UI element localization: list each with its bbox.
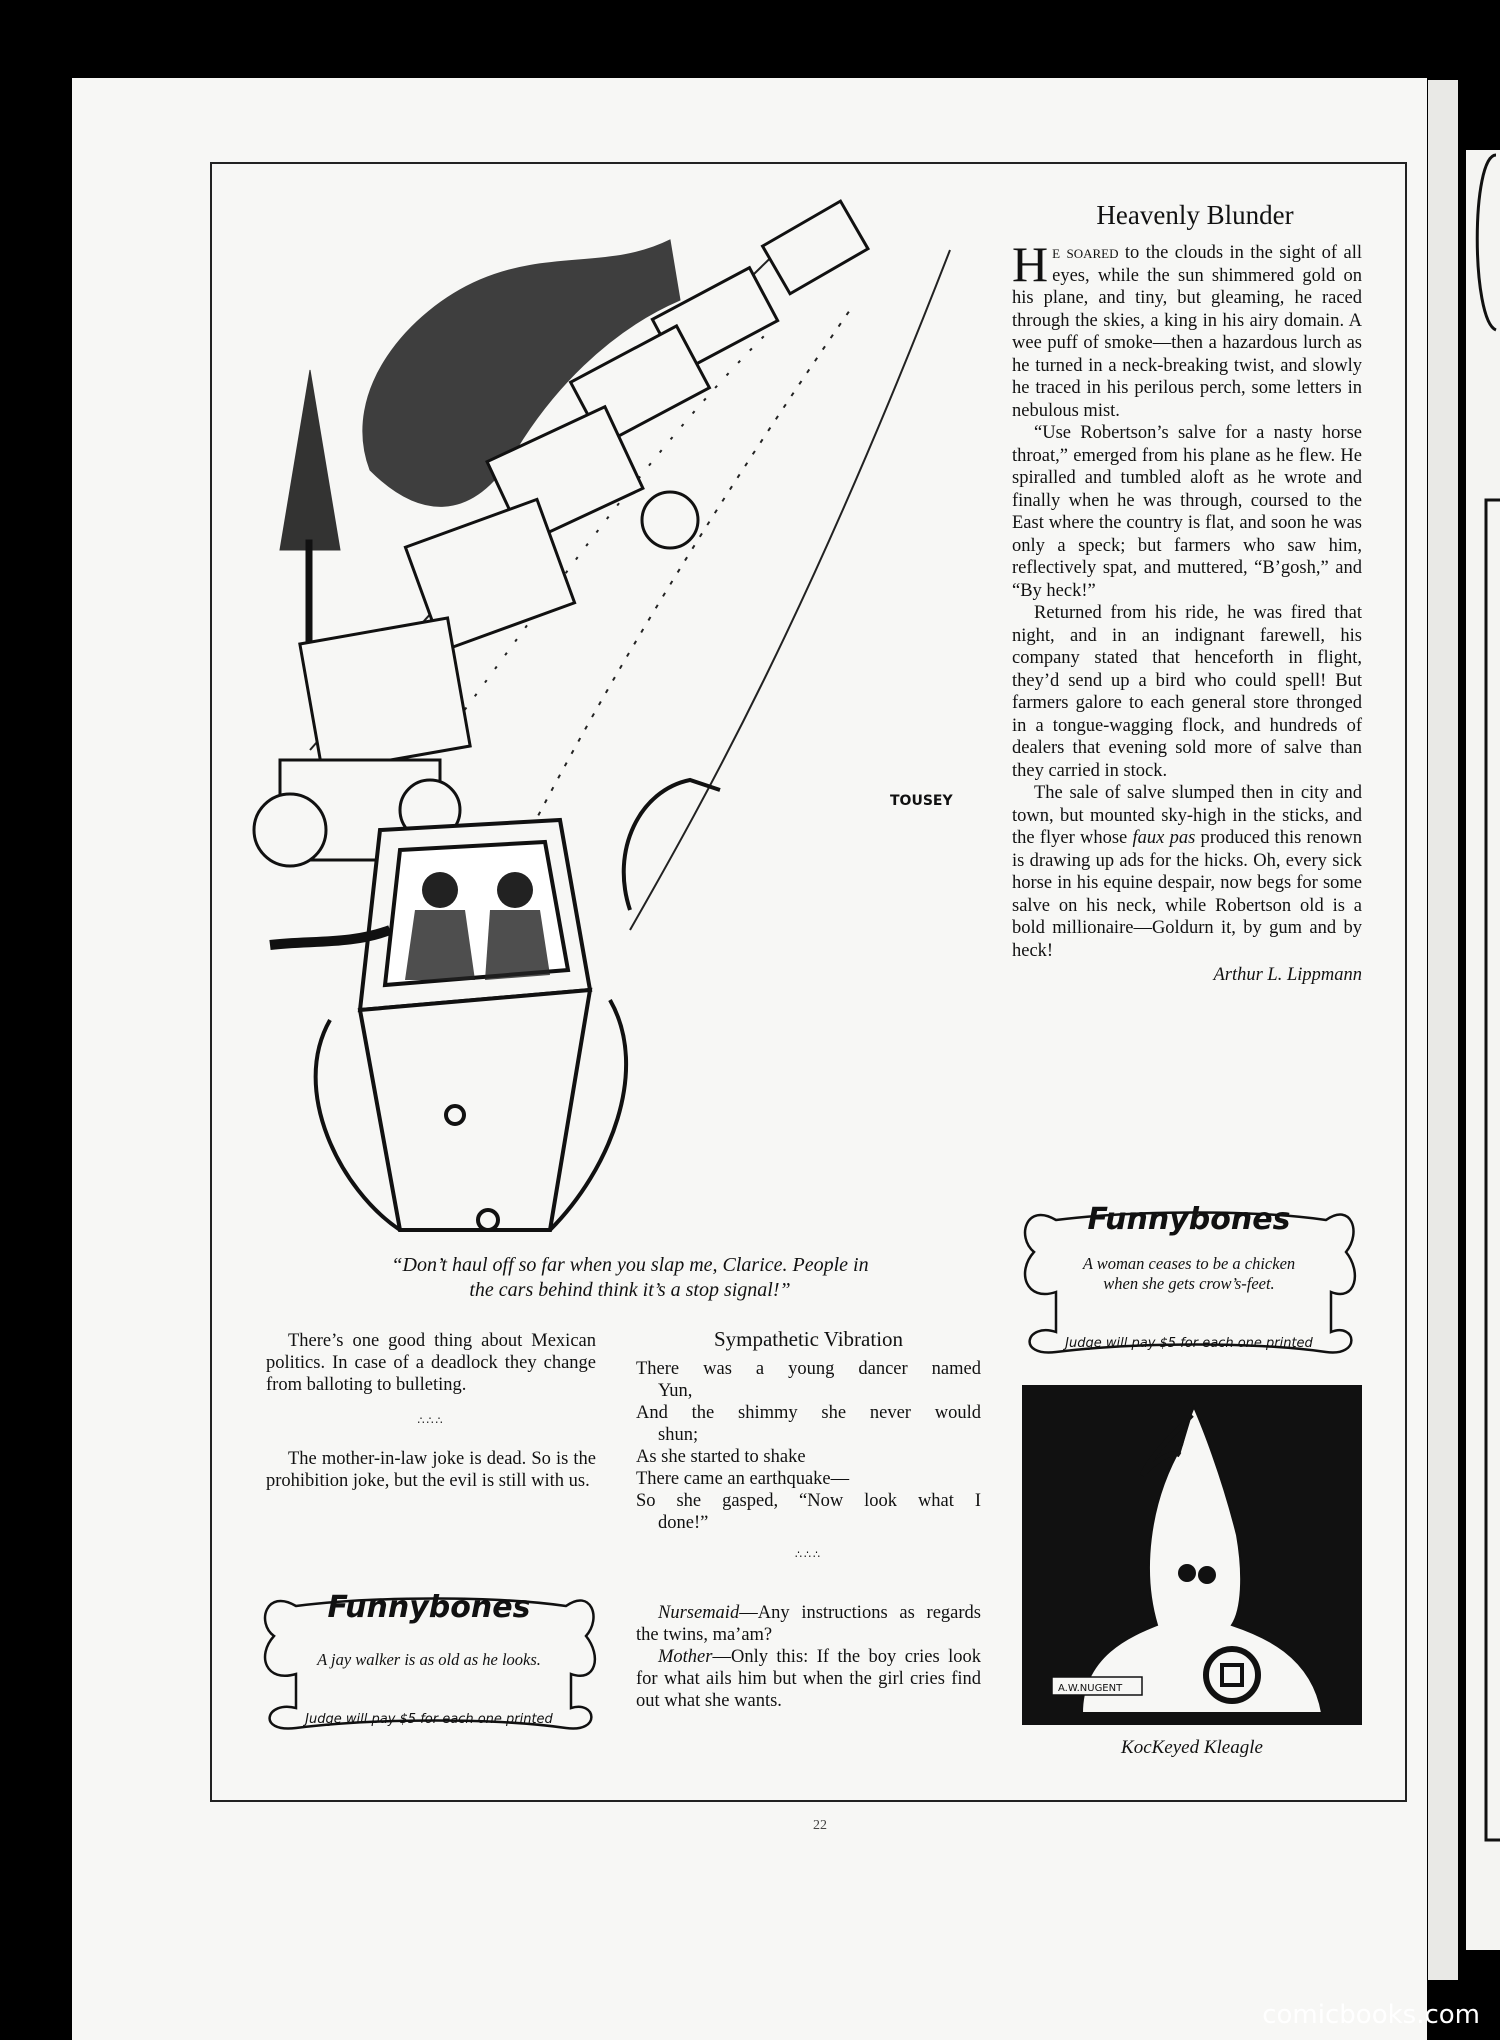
poem-line: There came an earthquake—: [636, 1469, 850, 1489]
page-number: 22: [813, 1818, 827, 1833]
limerick: [636, 1358, 981, 1534]
article-paragraph-3: Returned from his ride, he was fired that night, and in an indignant farewell, his company stated that henceforth in flight, they’d send up a bird who could spell! But farmers galore to each general store thronged in a tongue-wagging flock, and hundreds of dealers that evening sold more of salve than they carried in stock.: [1012, 603, 1362, 781]
poem-line: There was a young dancer named: [636, 1359, 981, 1379]
dialog-line-2-text: —Only this: If the boy cries look for what ails him but when the girl cries find out what she wants.: [636, 1647, 981, 1711]
lead-smallcaps: e soared: [1052, 243, 1119, 263]
funnybones-footer-1: Judge will pay $5 for each one printed: [1065, 1336, 1313, 1351]
cartoonist-signature: TOUSEY: [890, 793, 953, 809]
poem-line: done!”: [658, 1513, 709, 1533]
paragraph-4-italic: faux pas: [1132, 828, 1196, 848]
article-body: [1012, 236, 1362, 987]
funnybones-joke-2: A jay walker is as old as he looks.: [317, 1650, 541, 1669]
article-paragraph-1: [1012, 236, 1362, 422]
article-byline: Arthur L. Lippmann: [1213, 965, 1362, 985]
traffic-cartoon-illustration: [250, 190, 990, 1240]
adjacent-page-edge: [1466, 150, 1500, 1950]
paragraph-1-text: to the clouds in the sight of all eyes, while the sun shimmered gold on his plane, and tiny, but gleaming, he raced through the skies, a king in his airy domain. A wee puff of smoke—then a hazardous lurch as he turned in a neck-breaking twist, and slowly he traced in his perilous perch, some letters in nebulous mist.: [1012, 243, 1362, 421]
separator-stars-1: ∴∴∴: [417, 1415, 445, 1427]
poem-line: So she gasped, “Now look what I: [636, 1491, 981, 1511]
joke-mother-in-law: The mother-in-law joke is dead. So is the prohibition joke, but the evil is still with us.: [266, 1449, 596, 1491]
drop-cap: H: [1012, 236, 1049, 292]
funnybones-joke-1: [1046, 1254, 1332, 1294]
dialog-line-2: [636, 1646, 981, 1712]
joke-mexican-politics: There’s one good thing about Mexican politics. In case of a deadlock they change from balloting to bulleting.: [266, 1331, 596, 1395]
poem-title: Sympathetic Vibration: [713, 1327, 904, 1351]
nursemaid-dialog: [636, 1602, 981, 1712]
kleagle-cartoon: [1022, 1385, 1362, 1725]
poem-line: As she started to shake: [636, 1447, 806, 1467]
cartoon-caption: [305, 1253, 955, 1303]
funnybones-footer-2: Judge will pay $5 for each one printed: [305, 1712, 553, 1727]
site-watermark: comicbooks.com: [1262, 2000, 1480, 2030]
funnybones-joke-1-line-1: A woman ceases to be a chicken: [1082, 1254, 1296, 1273]
speaker-mother: Mother: [658, 1647, 713, 1667]
dialog-line-1-text: —Any instructions as regards the twins, ma’am?: [636, 1603, 981, 1645]
funnybones-joke-1-line-2: when she gets crow’s-feet.: [1103, 1274, 1275, 1293]
poem-line: And the shimmy she never would: [636, 1403, 981, 1423]
speaker-nursemaid: Nursemaid: [658, 1603, 740, 1623]
paragraph-4-text-b: produced this renown is drawing up ads for the hicks. Oh, every sick horse in his equine despair, now begs for some salve on his neck, while Robertson old is a bold millionaire—Goldurn it, by gum and by heck!: [1012, 828, 1362, 961]
poem-line: shun;: [658, 1425, 699, 1445]
dialog-line-1: [636, 1602, 981, 1646]
article-title: Heavenly Blunder: [1096, 200, 1294, 230]
cartoon-caption-line-2: the cars behind think it’s a stop signal!”: [469, 1279, 791, 1301]
nugent-signature: A.W.NUGENT: [1058, 1683, 1123, 1694]
funnybones-title-2: Funnybones: [327, 1590, 531, 1625]
paragraph-4-text-a: The sale of salve slumped then in city and town, but mounted sky-high in the sticks, and the flyer whose: [1012, 783, 1362, 848]
page-spine-edge: [1428, 80, 1458, 1980]
article-paragraph-4: [1012, 782, 1362, 962]
separator-stars-2: ∴∴∴: [795, 1549, 822, 1561]
poem-column: [636, 1328, 981, 1712]
kleagle-caption: KocKeyed Kleagle: [1121, 1737, 1263, 1758]
cartoon-caption-line-1: “Don’t haul off so far when you slap me, Clarice. People in: [391, 1254, 869, 1276]
funnybones-box-2: [256, 1578, 602, 1738]
funnybones-box-1: [1016, 1192, 1362, 1362]
funnybones-title-1: Funnybones: [1087, 1202, 1291, 1237]
article-paragraph-2: “Use Robertson’s salve for a nasty horse throat,” emerged from his plane as he flew. He spiralled and tumbled aloft as he wrote and finally when he was through, coursed to the East where the country is flat, and soon he was only a speck; but farmers who saw him, reflectively spat, and muttered, “B’gosh,” and “By heck!”: [1012, 423, 1362, 601]
jokes-column: [266, 1330, 596, 1492]
poem-line: Yun,: [658, 1381, 693, 1401]
hooded-figure-illustration: [1022, 1385, 1362, 1725]
